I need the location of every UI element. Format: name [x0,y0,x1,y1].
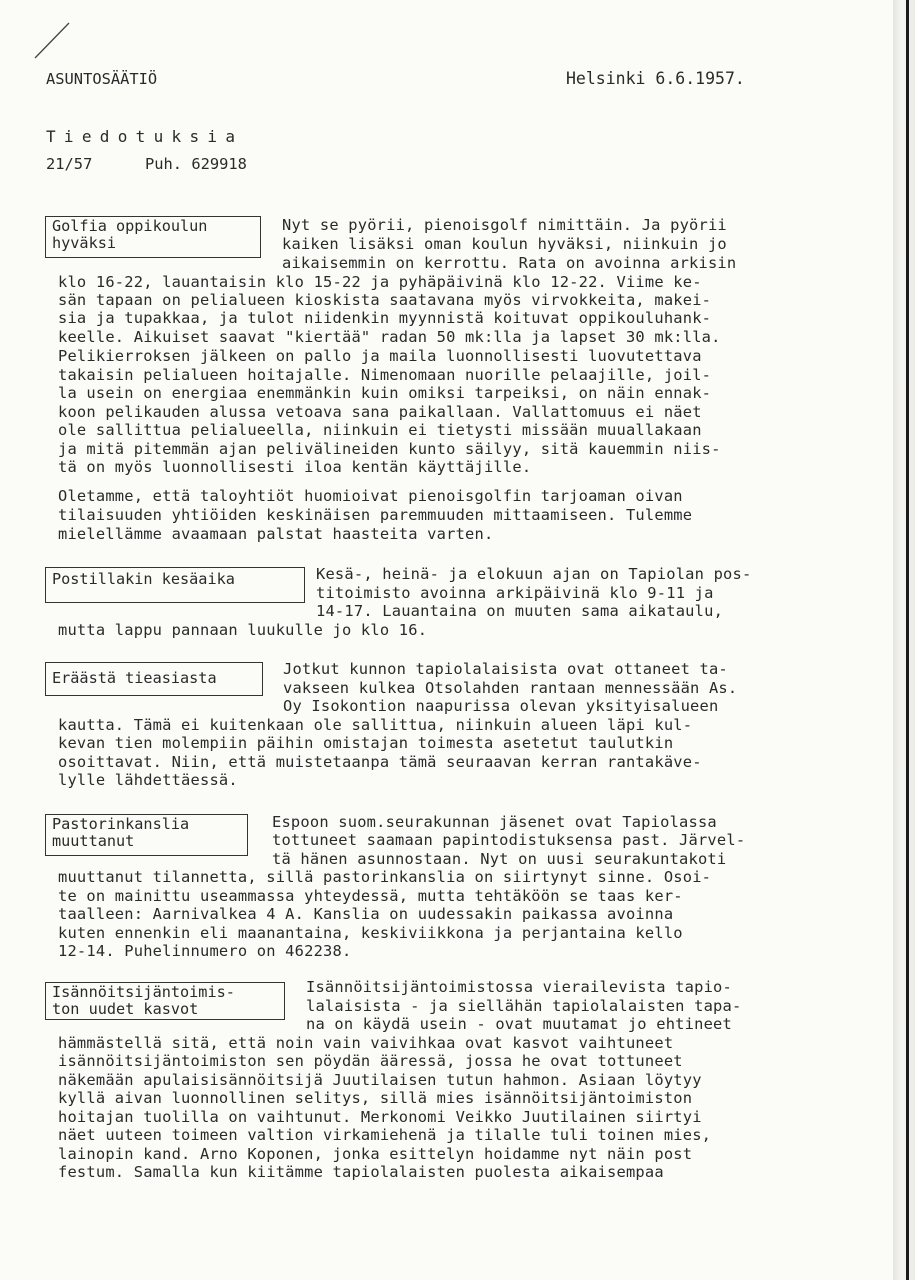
body-line: te on mainittu useammassa yhteydessä, mutta tehtäköön se taas ker- [58,887,683,905]
body-line: lylle lähdettäessä. [58,771,238,789]
section-heading-golf: Golfia oppikoulun hyväksi [45,216,261,258]
pencil-slash-mark [33,20,73,60]
page-edge-line [906,0,909,1280]
body-line: tä hänen asunnostaan. Nyt on uusi seurakuntakoti [272,850,727,868]
body-line: takaisin pelialueen hoitajalle. Nimenomaan nuorille pelaajille, joil- [58,366,712,384]
body-line: aikaisemmin on kerrottu. Rata on avoinna arkisin [282,254,737,272]
section-heading-road: Eräästä tieasiasta [45,662,263,696]
section-heading-post-office: Postillakin kesäaika [45,567,305,603]
body-line: Oy Isokontion naapurissa olevan yksityisalueen [283,697,719,715]
body-line: osoittavat. Niin, että muistetaanpa tämä seuraavan kerran rantakäve- [58,753,702,771]
body-line: tilaisuuden yhtiöiden keskinäisen paremmuuden mittaamiseen. Tulemme [58,506,693,524]
body-line: näet uuteen toimeen valtion virkamiehenä ja tilalle tuli toinen mies, [58,1126,712,1144]
body-line: näkemään apulaisisännöitsijä Juutilaisen tutun hahmon. Asiaan löytyy [58,1071,702,1089]
body-line: 12-14. Puhelinnumero on 462238. [58,942,352,960]
body-line: tottuneet saamaan papintodistuksensa past. Järvel- [272,831,746,849]
body-line: Jotkut kunnon tapiolalaisista ovat ottaneet ta- [283,660,728,678]
body-line: 14-17. Lauantaina on muuten sama aikataulu, [316,602,724,620]
phone-number: Puh. 629918 [145,155,247,173]
body-line: lalaisista - ja siellähän tapiolalaisten tapa- [306,997,742,1015]
body-line: klo 16-22, lauantaisin klo 15-22 ja pyhäpäivinä klo 12-22. Viime ke- [58,273,702,291]
organization-name: ASUNTOSÄÄTIÖ [46,70,158,88]
issue-number: 21/57 [46,155,93,173]
body-line: keelle. Aikuiset saavat "kiertää" radan 50 mk:lla ja lapset 30 mk:lla. [58,328,721,346]
document-date: Helsinki 6.6.1957. [566,69,745,88]
body-line: tä on myös luonnollisesti iloa kentän käyttäjille. [58,458,532,476]
body-line: muuttanut tilannetta, sillä pastorinkanslia on siirtynyt sinne. Osoi- [58,868,712,886]
body-line: kyllä aivan luonnollinen selitys, sillä mies isännöitsijäntoimiston [58,1089,693,1107]
body-line: Isännöitsijäntoimistossa vierailevista tapio- [306,978,732,996]
page-edge-background [893,0,915,1280]
body-line: festum. Samalla kun kiitämme tapiolalaisten puolesta aikaisempaa [58,1163,664,1181]
body-line: Espoon suom.seurakunnan jäsenet ovat Tapiolassa [272,813,717,831]
body-line: ole sallittua pelialueella, niinkuin ei tietysti missään muuallakaan [58,421,702,439]
body-line: mielellämme avaamaan palstat haasteita varten. [58,525,494,543]
body-line: kevan tien molempiin päihin omistajan toimesta asetetut taulutkin [58,734,674,752]
body-line: koon pelikauden alussa vetoava sana paikallaan. Vallattomuus ei näet [58,403,702,421]
body-line: la usein on energiaa enemmänkin kuin omiksi tarpeiksi, on näin ennak- [58,384,712,402]
body-line: ja mitä pitemmän ajan pelivälineiden kunto säilyy, sitä kauemmin niis- [58,440,721,458]
body-line: vakseen kulkea Otsolahden rantaan mennessään As. [283,679,738,697]
body-line: Pelikierroksen jälkeen on pallo ja maila luonnollisesti luovutettava [58,347,702,365]
body-line: sän tapaan on pelialueen kioskista saatavana myös virvokkeita, makei- [58,291,712,309]
body-line: kaiken lisäksi oman koulun hyväksi, niinkuin jo [282,235,727,253]
section-heading-parish-office: Pastorinkanslia muuttanut [45,814,248,856]
body-line: na on käydä usein - ovat muutamat jo ehtineet [306,1015,732,1033]
body-line: titoimisto avoinna arkipäivinä klo 9-11 ja [316,584,714,602]
body-line: hoitajan tuolilla on vaihtunut. Merkonomi Veikko Juutilainen siirtyi [58,1108,702,1126]
section-heading-manager-office: Isännöitsijäntoimis- ton uudet kasvot [45,982,285,1020]
body-line: mutta lappu pannaan luukulle jo klo 16. [58,621,428,639]
document-title: Tiedotuksia [46,127,244,146]
body-line: taalleen: Aarnivalkea 4 A. Kanslia on uudessakin paikassa avoinna [58,905,674,923]
body-line: lainopin kand. Arno Koponen, jonka esittelyn hoidamme nyt näin post [58,1145,693,1163]
body-line: isännöitsijäntoimiston sen pöydän ääressä, jossa he ovat tottuneet [58,1052,683,1070]
body-line: hämmästellä sitä, että noin vain vaivihkaa ovat kasvot vaihtuneet [58,1034,674,1052]
body-line: Nyt se pyörii, pienoisgolf nimittäin. Ja pyörii [282,216,727,234]
body-line: Oletamme, että taloyhtiöt huomioivat pienoisgolfin tarjoaman oivan [58,487,683,505]
body-line: sia ja tupakkaa, ja tulot niidenkin myynnistä koituvat oppikouluhank- [58,309,712,327]
body-line: kautta. Tämä ei kuitenkaan ole sallittua, niinkuin alueen läpi kul- [58,716,693,734]
body-line: kuten ennenkin eli maanantaina, keskiviikkona ja perjantaina kello [58,924,683,942]
body-line: Kesä-, heinä- ja elokuun ajan on Tapiolan pos- [316,565,752,583]
